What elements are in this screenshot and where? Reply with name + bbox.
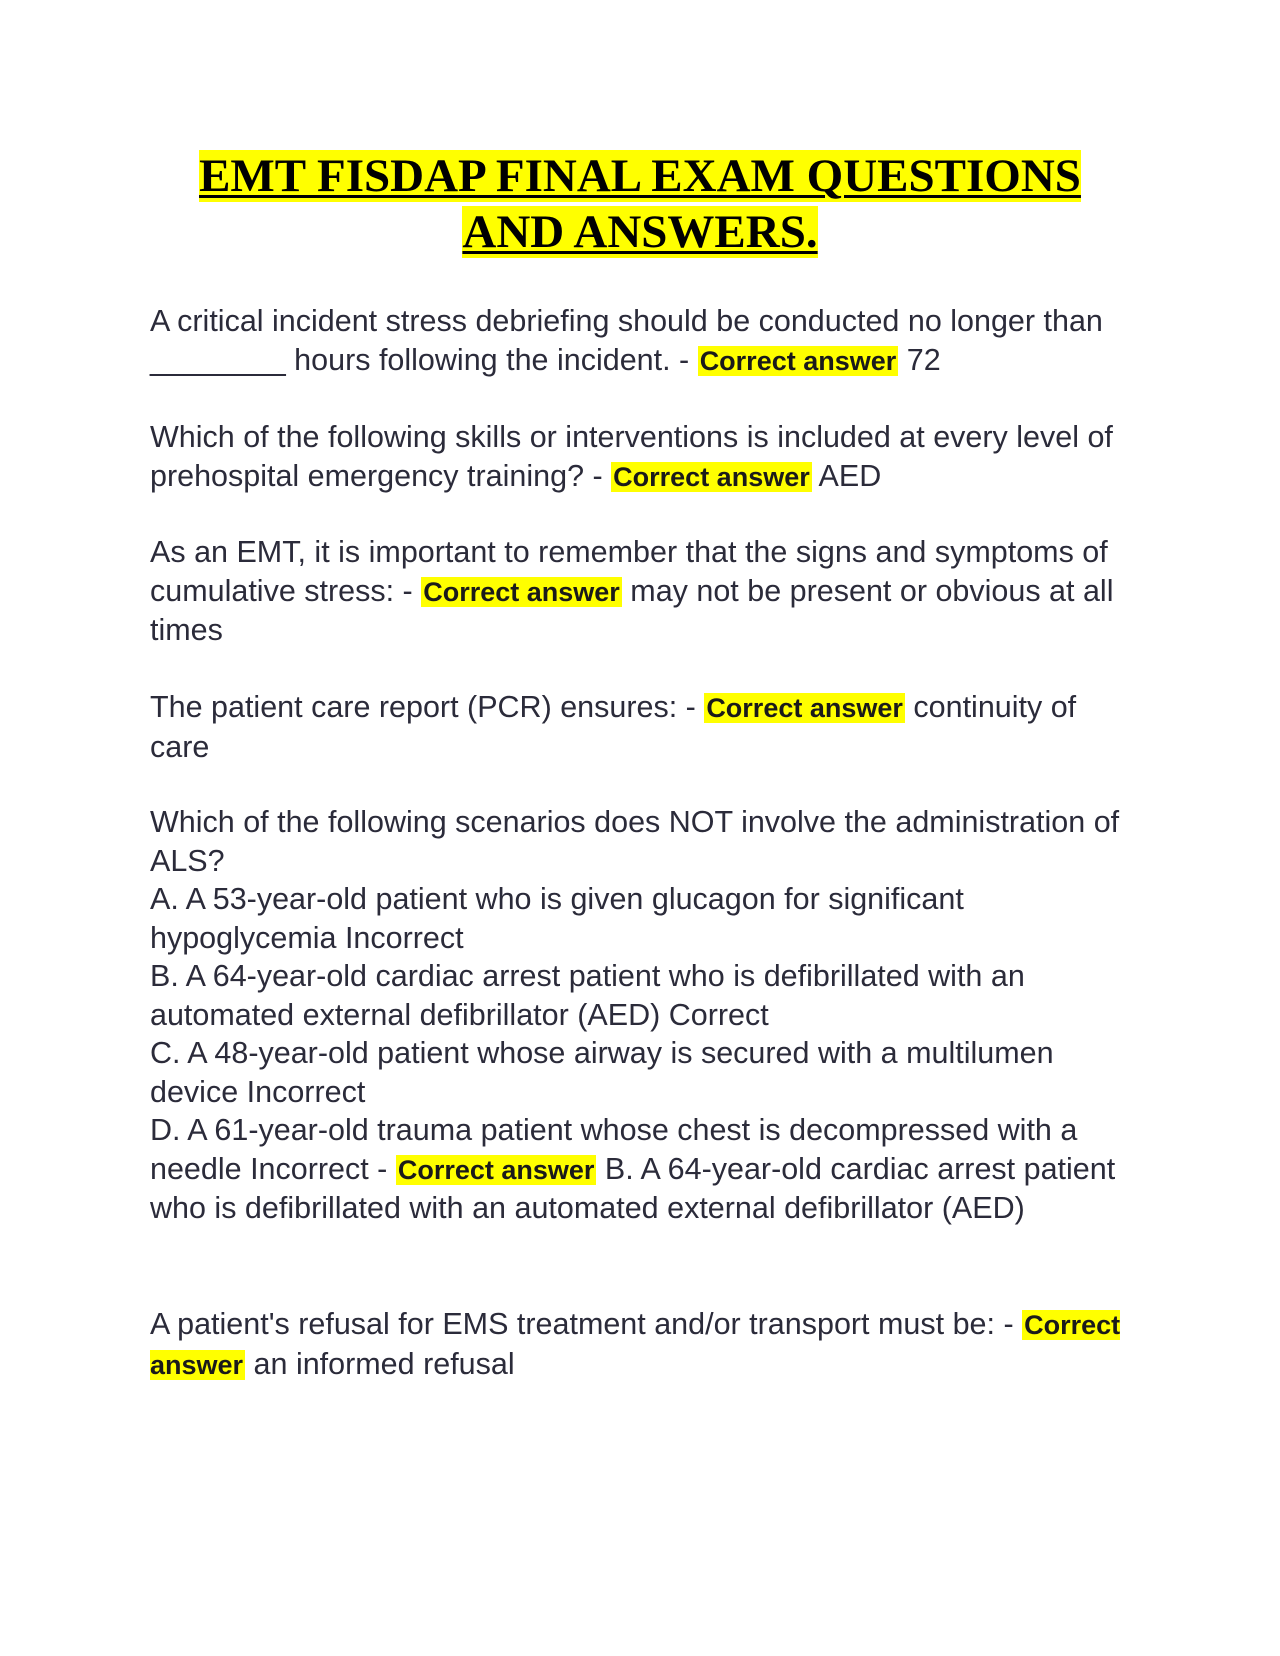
question-text: Which of the following skills or interventions is included at every level of prehospital emergency training? - [150,420,1113,493]
answer-text: B. A 64-year-old cardiac arrest patient who is defibrillated with an automated external defibrillator (AED) [150,1151,1116,1225]
question-text: The patient care report (PCR) ensures: - [150,690,696,724]
option-a: A. A 53-year-old patient who is given glucagon for significant hypoglycemia Incorrect [150,882,964,955]
title-line-1: EMT FISDAP FINAL EXAM QUESTIONS [199,150,1081,202]
correct-answer-label: Correct answer [699,345,897,376]
question-text: A critical incident stress debriefing should be conducted no longer than ________ hours following the incident. - [150,304,1103,377]
question-text: As an EMT, it is important to remember that the signs and symptoms of cumulative stress: - [150,535,1108,608]
answer-text: AED [818,458,882,493]
correct-answer-label: Correct answer [706,693,903,723]
correct-answer-label: Correct answer [423,576,620,607]
question-1 [150,302,1130,380]
answer-text: continuity of care [150,690,1077,764]
question-6 [150,1305,1130,1384]
correct-answer-label: Correct answer [613,461,810,492]
document-title [150,148,1130,260]
question-4 [150,688,1130,766]
question-2 [150,418,1130,496]
answer-text: an informed refusal [253,1346,515,1381]
question-text: Which of the following scenarios does NOT involve the administration of ALS? [150,805,1120,878]
option-d: D. A 61-year-old trauma patient whose chest is decompressed with a needle Incorrect - [150,1113,1078,1186]
question-text: A patient's refusal for EMS treatment and/or transport must be: - [150,1307,1014,1341]
title-line-2: AND ANSWERS. [462,206,818,258]
answer-text: 72 [906,342,941,377]
option-c: C. A 48-year-old patient whose airway is secured with a multilumen device Incorrect [150,1036,1054,1109]
answer-text: may not be present or obvious at all times [150,573,1114,647]
option-b: B. A 64-year-old cardiac arrest patient who is defibrillated with an automated external defibrillator (AED) Correct [150,959,1025,1032]
question-3 [150,533,1130,650]
question-5 [150,803,1130,1228]
correct-answer-label: Correct answer [150,1310,1121,1380]
correct-answer-label: Correct answer [397,1154,595,1185]
